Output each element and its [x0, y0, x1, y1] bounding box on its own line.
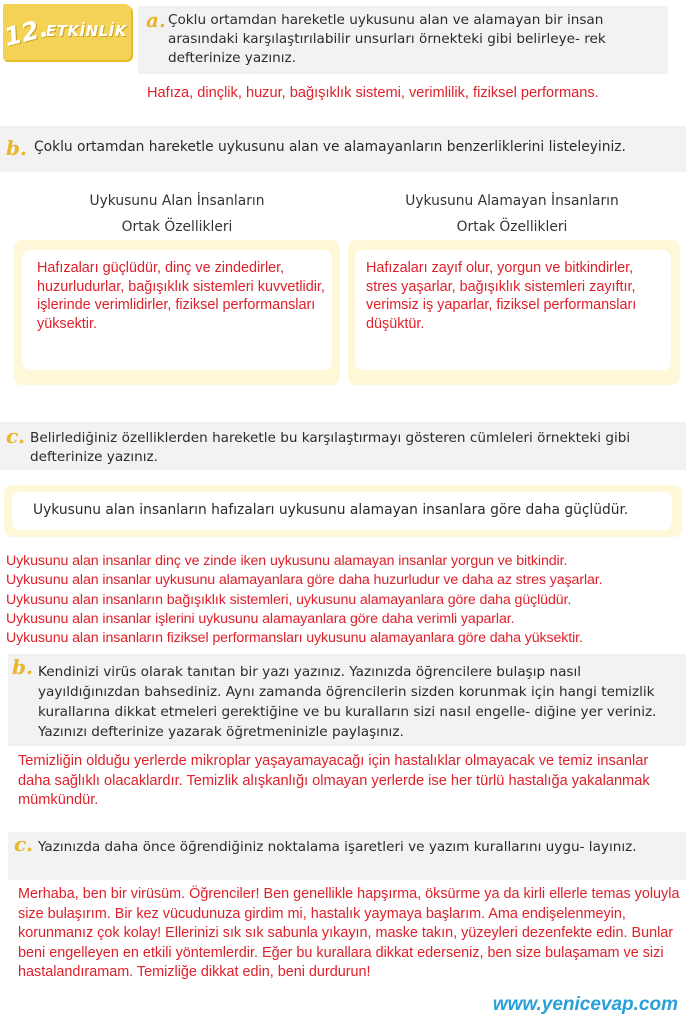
section-b2-letter: b.: [12, 655, 33, 679]
section-c-question: Belirlediğiniz özelliklerden hareketle bu karşılaştırmayı gösteren cümleleri örnekteki gibi defterinize yazınız.: [30, 430, 631, 465]
col1-answer: Hafızaları güçlüdür, dinç ve zindedirler, huzurludurlar, bağışıklık sistemleri kuvvetlidir, işlerinde verimlidirler, fiziksel performansları yüksektir.: [37, 260, 325, 332]
section-a-answer: Hafıza, dinçlik, huzur, bağışıklık sistemi, verimlilik, fiziksel performans.: [147, 85, 599, 101]
section-b2-answer: Temizliğin olduğu yerlerde mikroplar yaşayamayacağı için hastalıklar olmayacak ve temiz insanlar daha sağlıklı olacaklardır. Temizlik alışkanlığı olmayan yerlerde ise her türlü hastalığa yakalanmak mümkündür.: [18, 753, 650, 808]
c-answer-4: Uykusunu alan insanlar işlerini uykusunu alamayanlara göre daha verimli yaparlar.: [6, 610, 515, 627]
col2-heading-line1: Uykusunu Alamayan İnsanların: [405, 193, 619, 209]
col1-heading-line2: Ortak Özellikleri: [121, 219, 233, 235]
section-c2-answer: Merhaba, ben bir virüsüm. Öğrenciler! Ben genellikle hapşırma, öksürme ya da kirli ellerle temas yoluyla size bulaşırım. Bir kez vücudunuza girdim mi, hastalık yaymaya başlarım. Ama endişelenmeyin, korunmanız çok kolay! Ellerinizi sık sık sabunla yıkayın, maske takın, yüzeyleri dezenfekte edin. Bunlar beni engelleyen en etkili yöntemlerdir. Eğer bu kurallara dikkat ederseniz, ben size bulaşamam ve sizi hastalandıramam. Temizliğe dikkat edin, beni durdurun!: [18, 886, 680, 980]
example-sentence: Uykusunu alan insanların hafızaları uykusunu alamayan insanlara göre daha güçlüdür.: [33, 502, 629, 518]
section-a-letter: a.: [146, 8, 166, 32]
section-b-letter: b.: [6, 136, 27, 160]
section-c-answers: [6, 552, 686, 648]
section-b-question: Çoklu ortamdan hareketle uykusunu alan ve alamayanların benzerliklerini listeleyiniz.: [34, 139, 626, 155]
col1-heading: [16, 188, 338, 240]
c-answer-1: Uykusunu alan insanlar dinç ve zinde iken uykusunu alamayan insanlar yorgun ve bitkindir.: [6, 553, 568, 569]
col2-heading: [350, 188, 674, 240]
section-c2-question: Yazınızda daha önce öğrendiğiniz noktalama işaretleri ve yazım kurallarını uygu- layınız.: [38, 839, 637, 855]
c-answer-5: Uykusunu alan insanların fiziksel performansları uykusunu alamayanlara göre daha yüksektir.: [6, 630, 583, 647]
section-c-letter: c.: [6, 424, 26, 448]
activity-title: ETKİNLİK: [46, 22, 127, 40]
site-logo: www.yenicevap.com: [492, 994, 678, 1015]
c-answer-2: Uykusunu alan insanlar uykusunu alamayanlara göre daha huzurludur ve daha az stres yaşarlar.: [6, 572, 603, 589]
col2-heading-line2: Ortak Özellikleri: [456, 219, 568, 235]
section-b2-question: Kendinizi virüs olarak tanıtan bir yazı yazınız. Yazınızda öğrencilere bulaşıp nasıl yayıldığınızdan bahsediniz. Aynı zamanda öğrencilerin sizden korunmak için hangi temizlik kurallarına dikkat etmeleri gerektiğine ve bu kuralların sizi nasıl engelle- diğine yer veriniz. Yazınızı defterinize yazarak öğretmeninizle paylaşınız.: [38, 664, 657, 740]
activity-number: 12.: [1, 13, 52, 52]
section-a-question: Çoklu ortamdan hareketle uykusunu alan ve alamayan bir insan arasındaki karşılaştırılabilir unsurları örnekteki gibi belirleye- rek defterinize yazınız.: [168, 12, 606, 66]
c-answer-3: Uykusunu alan insanların bağışıklık sistemleri, uykusunu alamayanlara göre daha güçlüdür.: [6, 591, 572, 608]
col1-heading-line1: Uykusunu Alan İnsanların: [89, 193, 265, 209]
col2-answer: Hafızaları zayıf olur, yorgun ve bitkindirler, stres yaşarlar, bağışıklık sistemleri zayıftır, verimsiz iş yaparlar, fiziksel performansları düşüktür.: [366, 260, 637, 332]
section-c2-letter: c.: [14, 832, 34, 856]
